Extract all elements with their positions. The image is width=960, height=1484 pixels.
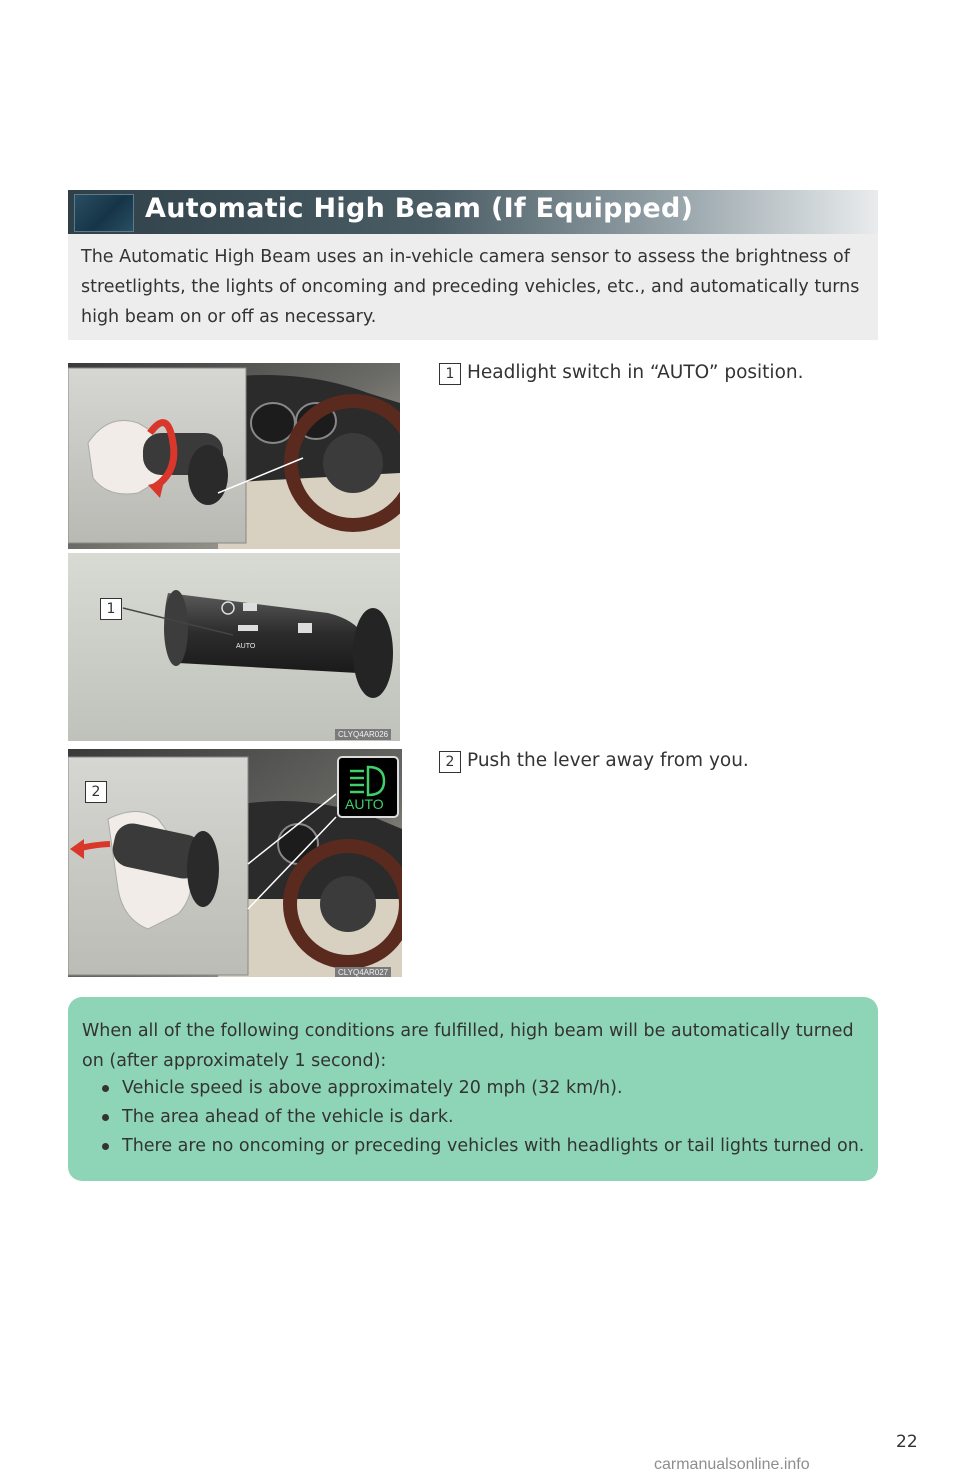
- intro-box: [68, 234, 878, 340]
- figure-code-1: CLYQ4AR026: [335, 729, 391, 740]
- photo-lever-rotate: [68, 363, 400, 549]
- lever-auto-label: AUTO: [236, 643, 256, 650]
- auto-indicator-label: AUTO: [345, 796, 384, 812]
- conditions-item: Vehicle speed is above approximately 20 mph (32 km/h).: [100, 1074, 864, 1103]
- conditions-item: There are no oncoming or preceding vehicles with headlights or tail lights turned on.: [100, 1132, 864, 1161]
- photo-push-lever: [68, 749, 402, 977]
- conditions-item: The area ahead of the vehicle is dark.: [100, 1103, 864, 1132]
- conditions-intro: When all of the following conditions are fulfilled, high beam will be automatically turned on (after approximately 1 second):: [82, 1021, 854, 1071]
- conditions-list: [100, 1074, 864, 1161]
- intro-text: The Automatic High Beam uses an in-vehicle camera sensor to assess the brightness of streetlights, the lights of oncoming and preceding vehicles, etc., and automatically turns high beam on or off as necessary.: [81, 247, 860, 327]
- callout-1: 1: [100, 598, 122, 620]
- watermark: carmanualsonline.info: [654, 1456, 810, 1473]
- step-1-number: 1: [439, 363, 461, 385]
- page-number: 22: [896, 1432, 918, 1452]
- step-1-text: Headlight switch in “AUTO” position.: [467, 362, 804, 383]
- photo-lever-closeup: [68, 553, 400, 741]
- step-2-text: Push the lever away from you.: [467, 750, 749, 771]
- figure-code-2: CLYQ4AR027: [335, 967, 391, 977]
- callout-2: 2: [85, 781, 107, 803]
- conditions-box: [68, 997, 878, 1181]
- header-badge: [74, 194, 134, 232]
- step-2-number: 2: [439, 751, 461, 773]
- page-title: Automatic High Beam (If Equipped): [145, 193, 694, 224]
